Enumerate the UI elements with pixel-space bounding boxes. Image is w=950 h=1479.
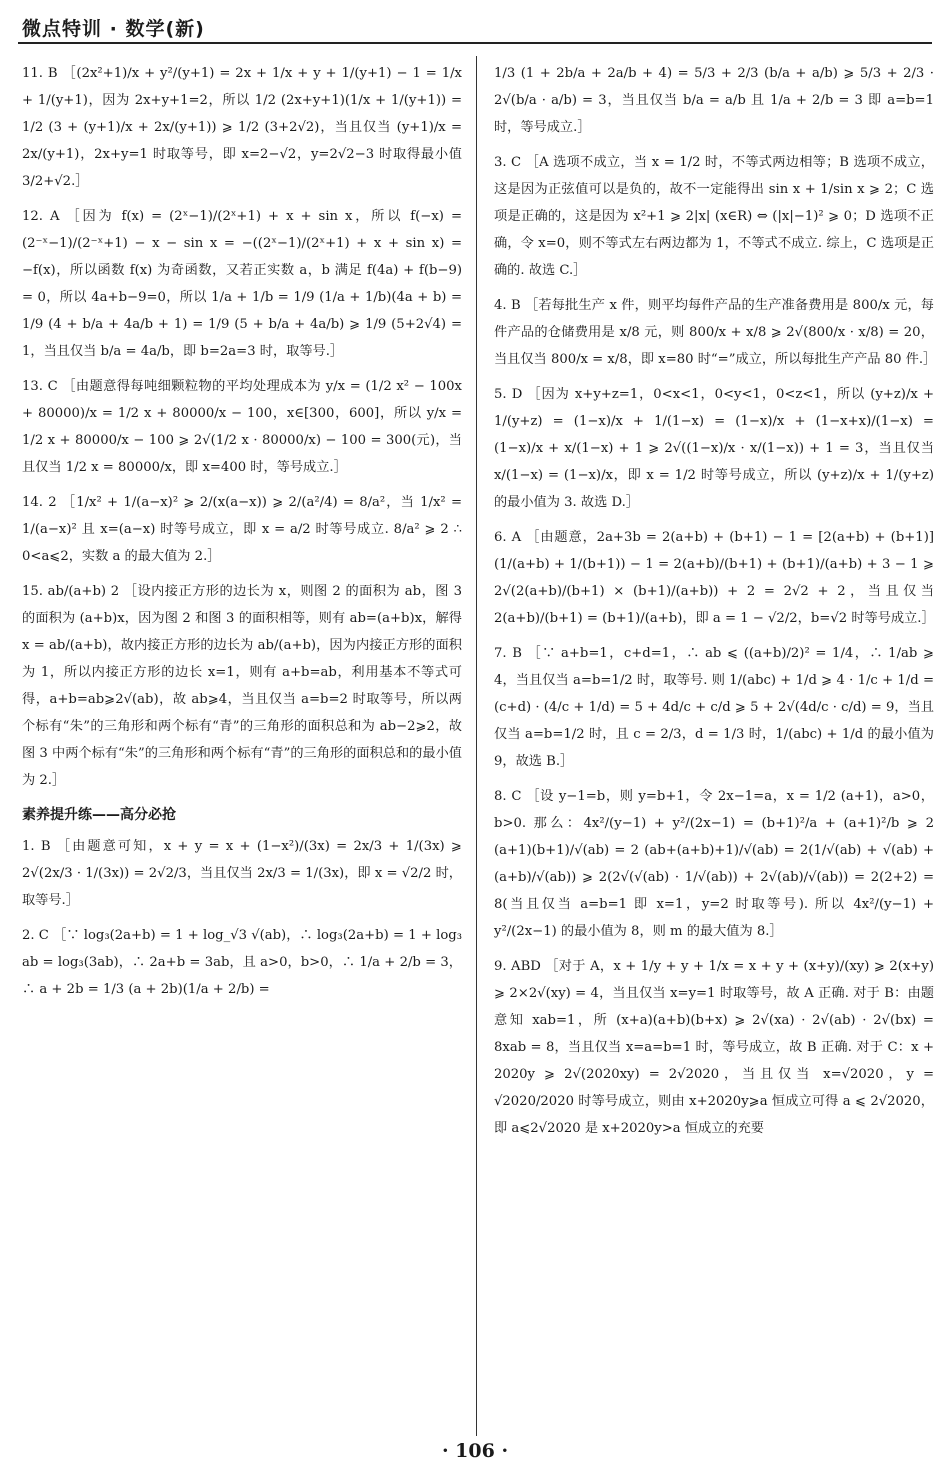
solution-text: 4. B ［若每批生产 x 件，则平均每件产品的生产准备费用是 800/x 元，每件产品的仓储费用是 x/8 元，则 800/x + x/8 ⩾ 2√(800/x · x/8) = 20，当且仅当 800/x = x/8，即 x=80 时“=”成立，所以每批生产产品 80 件.］ [494,298,937,367]
solution-text: 3. C ［A 选项不成立，当 x = 1/2 时，不等式两边相等；B 选项不成立，这是因为正弦值可以是负的，故不一定能得出 sin x + 1/sin x ⩾ 2；C 选项是正确的，这是因为 x²+1 ⩾ 2|x| (x∈R) ⇔ (|x|−1)² ⩾ 0；D 选项不正确，令 x=0，则不等式左右两边都为 1，不等式不成立. 综上，C 选项是正确的. 故选 C.］ [494,155,934,278]
solution-text: 7. B ［∵ a+b=1，c+d=1，∴ ab ⩽ ((a+b)/2)² = 1/4，∴ 1/ab ⩾ 4，当且仅当 a=b=1/2 时，取等号. 则 1/(abc) + 1/d ⩾ 4 · 1/c + 1/d = (c+d) · (4/c + 1/d) = 5 + 4d/c + c/d ⩾ 5 + 2√(4d/c · c/d) = 9，当且仅当 a=b=1/2 时，且 c = 2/3，d = 1/3 时，1/(abc) + 1/d 的最小值为 9，故选 B.］ [494,646,934,769]
solution-item [494,292,937,373]
solution-text: 11. B ［(2x²+1)/x + y²/(y+1) = 2x + 1/x + y + 1/(y+1) − 1 = 1/x + 1/(y+1)，因为 2x+y+1=2，所以 1/2 (2x+y+1)(1/x + 1/(y+1)) = 1/2 (3 + (y+1)/x + 2x/(y+1)) ⩾ 1/2 (3+2√2)，当且仅当 (y+1)/x = 2x/(y+1)，2x+y=1 时取等号，即 x=2−√2，y=2√2−3 时取得最小值 3/2+√2.］ [22,66,462,189]
solution-item [494,524,934,632]
solution-text: 5. D ［因为 x+y+z=1，0<x<1，0<y<1，0<z<1，所以 (y+z)/x + 1/(y+z) = (1−x)/x + 1/(1−x) = (1−x)/x + (1−x+x)/(1−x) = (1−x)/x + x/(1−x) + 1 ⩾ 2√((1−x)/x · x/(1−x)) + 1 = 3，当且仅当 x/(1−x) = (1−x)/x，即 x = 1/2 时等号成立，所以 (y+z)/x + 1/(y+z) 的最小值为 3. 故选 D.］ [494,387,934,510]
right-column [494,60,937,1150]
solution-text: 13. C ［由题意得每吨细颗粒物的平均处理成本为 y/x = (1/2 x² − 100x + 80000)/x = 1/2 x + 80000/x − 100，x∈[300，600]，所以 y/x = 1/2 x + 80000/x − 100 ⩾ 2√(1/2 x · 80000/x) − 100 = 300(元)，当且仅当 1/2 x = 80000/x，即 x=400 时，等号成立.］ [22,379,462,475]
solution-item [22,833,462,914]
solution-text: 1/3 (1 + 2b/a + 2a/b + 4) = 5/3 + 2/3 (b/a + a/b) ⩾ 5/3 + 2/3 · 2√(b/a · a/b) = 3，当且仅当 b/a = a/b 且 1/a + 2/b = 3 即 a=b=1 时，等号成立.］ [494,66,934,135]
solution-item [22,60,462,195]
solution-item [494,783,934,945]
solution-item [22,578,462,794]
column-divider [476,56,477,1436]
solution-item [494,953,934,1142]
solution-item [494,381,934,516]
solution-item [494,640,934,775]
solution-item [494,60,934,141]
solution-text: 6. A ［由题意，2a+3b = 2(a+b) + (b+1) − 1 = [2(a+b) + (b+1)](1/(a+b) + 1/(b+1)) − 1 = 2(a+b)/(b+1) + (b+1)/(a+b) + 3 − 1 ⩾ 2√(2(a+b)/(b+1) × (b+1)/(a+b)) + 2 = 2√2 + 2，当且仅当 2(a+b)/(b+1) = (b+1)/(a+b)，即 a = 1 − √2/2，b=√2 时等号成立.］ [494,530,935,626]
solution-text: 2. C ［∵ log₃(2a+b) = 1 + log_√3 √(ab)，∴ log₃(2a+b) = 1 + log₃ ab = log₃(3ab)，∴ 2a+b = 3ab，且 a>0，b>0，∴ 1/a + 2/b = 3，∴ a + 2b = 1/3 (a + 2b)(1/a + 2/b) = [22,928,462,997]
solution-item [22,203,462,365]
section-title: 素养提升练——高分必抢 [22,807,176,823]
solution-item [22,489,462,570]
solution-text: 12. A ［因为 f(x) = (2ˣ−1)/(2ˣ+1) + x + sin x，所以 f(−x) = (2⁻ˣ−1)/(2⁻ˣ+1) − x − sin x = −((2ˣ−1)/(2ˣ+1) + x + sin x) = −f(x)，所以函数 f(x) 为奇函数，又若正实数 a，b 满足 f(4a) + f(b−9) = 0，所以 4a+b−9=0，所以 1/a + 1/b = 1/9 (1/a + 1/b)(4a + b) = 1/9 (4 + b/a + 4a/b + 1) = 1/9 (5 + b/a + 4a/b) ⩾ 1/9 (5+2√4) = 1，当且仅当 b/a = 4a/b，即 b=2a=3 时，取等号.］ [22,209,462,359]
solution-text: 8. C ［设 y−1=b，则 y=b+1，令 2x−1=a，x = 1/2 (a+1)，a>0，b>0. 那么：4x²/(y−1) + y²/(2x−1) = (b+1)²/a + (a+1)²/b ⩾ 2 (a+1)(b+1)/√(ab) = 2 (ab+(a+b)+1)/√(ab) = 2(1/√(ab) + √(ab) + (a+b)/√(ab)) ⩾ 2(2√(√(ab) · 1/√(ab)) + 2√(ab)/√(ab)) = 2(2+2) = 8(当且仅当 a=b=1 即 x=1，y=2 时取等号). 所以 4x²/(y−1) + y²/(2x−1) 的最小值为 8，则 m 的最大值为 8.］ [494,789,934,939]
solution-text: 9. ABD ［对于 A，x + 1/y + y + 1/x = x + y + (x+y)/(xy) ⩾ 2(x+y) ⩾ 2×2√(xy) = 4，当且仅当 x=y=1 时取等号，故 A 正确. 对于 B：由题意知 xab=1，所 (x+a)(a+b)(b+x) ⩾ 2√(xa) · 2√(ab) · 2√(bx) = 8xab = 8，当且仅当 x=a=b=1 时，等号成立，故 B 正确. 对于 C：x + 2020y ⩾ 2√(2020xy) = 2√2020，当且仅当 x=√2020，y = √2020/2020 时等号成立，则由 x+2020y⩾a 恒成立可得 a ⩽ 2√2020，即 a⩽2√2020 是 x+2020y>a 恒成立的充要 [494,959,934,1136]
solution-text: 15. ab/(a+b) 2 ［设内接正方形的边长为 x，则图 2 的面积为 ab，图 3 的面积为 (a+b)x，因为图 2 和图 3 的面积相等，则有 ab=(a+b)x，解得 x = ab/(a+b)，故内接正方形的边长为 ab/(a+b)，因为内接正方形的面积为 1，所以内接正方形的边长 x=1，则有 a+b=ab，利用基本不等式可得，a+b=ab⩾2√(ab)，故 ab⩾4，当且仅当 a=b=2 时取等号，所以两个标有“朱”的三角形和两个标有“青”的三角形的面积总和为 ab−2⩾2，故图 3 中两个标有“朱”的三角形和两个标有“青”的三角形的面积总和的最小值为 2.］ [22,584,462,788]
solution-item [22,373,462,481]
solution-text: 14. 2 ［1/x² + 1/(a−x)² ⩾ 2/(x(a−x)) ⩾ 2/(a²/4) = 8/a²，当 1/x² = 1/(a−x)² 且 x=(a−x) 时等号成立，即 x = a/2 时等号成立. 8/a² ⩾ 2 ∴ 0<a⩽2，实数 a 的最大值为 2.］ [22,495,462,564]
solution-item [22,922,462,1003]
solution-item [494,149,934,284]
solution-text: 1. B ［由题意可知，x + y = x + (1−x²)/(3x) = 2x/3 + 1/(3x) ⩾ 2√(2x/3 · 1/(3x)) = 2√2/3，当且仅当 2x/3 = 1/(3x)，即 x = √2/2 时，取等号.］ [22,839,462,908]
left-column [22,60,462,1011]
page-number: · 106 · [441,1440,509,1462]
page-header [18,8,932,44]
header-title: 微点特训 · 数学(新) [22,18,205,40]
